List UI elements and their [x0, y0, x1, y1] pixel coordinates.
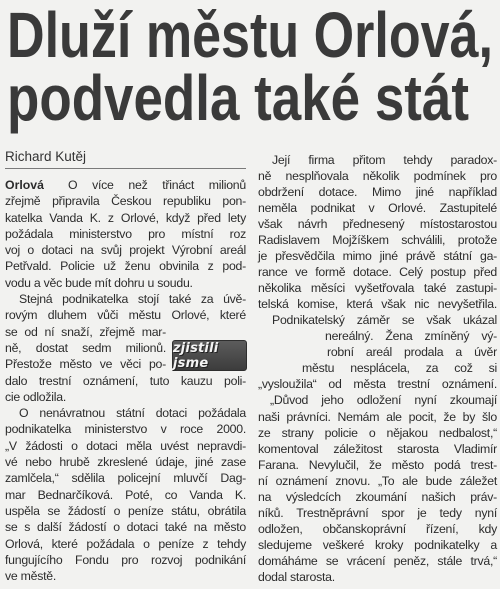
right-column-line: odložen, občanskoprávní řízení, kdy — [258, 521, 497, 536]
left-column-line: zamlčela,“ sdělila policejní mluvčí Dag- — [5, 471, 246, 486]
left-column-line: „V žádosti o dotaci měla uvést nepravdi- — [5, 438, 246, 453]
right-column-line: rance ve formě dotace. Celý postup před — [258, 265, 497, 280]
left-column-line: ve městě. — [5, 569, 57, 584]
left-column-line: se od ní snaží, zřejmě mar- — [5, 324, 166, 339]
right-column-line: Farana. Nevylučil, že město podá trest- — [258, 457, 497, 472]
left-column-line: ně, dostat sedm milionů. — [5, 340, 166, 355]
right-column-line: nereálný. Žena zmíněný vý- — [325, 329, 497, 344]
right-column-line: níků. Trestněprávní spor je tedy nyní — [258, 505, 497, 520]
left-column-line-text: O více než třináct milionů — [67, 178, 246, 192]
right-column-line: robní areál prodala a úvěr — [327, 345, 497, 360]
left-column-line: požádala ministerstvo pro místní roz — [5, 226, 246, 241]
right-column-line: na výsledcích zkoumání našich práv- — [258, 489, 497, 504]
byline-rule — [5, 168, 246, 169]
right-column-line: ní oznámení znovu. „To ale bude záležet — [258, 473, 497, 488]
right-column-line: naši právníci. Nemám ale pocit, že by šlo — [258, 409, 497, 424]
left-column-line: vodu a věc bude mít dohru u soudu. — [5, 275, 193, 290]
left-column-line: vé nebo hrubě zkreslené údaje, jiné zase — [5, 455, 246, 470]
left-column-line: se s další žádostí o dotaci také na město — [5, 520, 246, 535]
byline: Richard Kutěj — [5, 149, 87, 164]
right-column — [258, 152, 497, 585]
left-column-line: zřejmě připravila Českou republiku pon- — [5, 194, 246, 209]
right-column-line: sledujeme veškeré kroky podnikatelky a — [258, 537, 497, 552]
headline-line-1: Dluží městu Orlová, — [7, 0, 493, 71]
left-column-line: Přestože město ve věci po- — [5, 357, 166, 372]
right-column-line: neměla podnikat v Orlové. Zastupitelé — [258, 201, 497, 216]
right-column-line: však návrh přednesený místostarostou — [258, 217, 497, 232]
right-column-line: obdržení dotace. Mimo jiné například — [258, 185, 497, 200]
left-column — [5, 177, 246, 584]
right-column-line: městu nesplácela, za což si — [302, 361, 497, 376]
right-column-line: telská komise, která však nic nevyšetřila. — [258, 297, 497, 312]
right-column-line: dodal starosta. — [258, 569, 335, 584]
dateline: Orlová — [5, 178, 44, 192]
left-column-line: fungujícího Fondu pro rozvoj podnikání — [5, 552, 246, 567]
badge-label: zjistili jsme — [173, 340, 219, 371]
zjistili-jsme-badge — [172, 340, 247, 371]
left-column-line: katelka Vanda K. z Orlové, když před lety — [5, 210, 246, 225]
right-column-line: Podnikatelský záměr se však ukázal — [272, 313, 497, 328]
right-column-line: je přesvědčila mimo jiné právě státní ga- — [258, 249, 497, 264]
right-column-line: domáháme se vrácení peněz, stále trvá,“ — [258, 553, 497, 568]
left-column-line: Orlová, které požádala o peníze z tehdy — [5, 536, 246, 551]
right-column-line: ze strany policie o nějakou nedbalost,“ — [258, 425, 497, 440]
right-column-line: „Důvod jeho odložení nyní zkoumají — [270, 393, 497, 408]
right-column-line: Radislavem Mojžíškem schválili, protože — [258, 233, 497, 248]
left-column-line: Petřvald. Policie už ženu obvinila z pod- — [5, 259, 246, 274]
left-column-line: Stejná podnikatelka stojí také za úvě- — [19, 292, 246, 307]
left-column-line: O nenávratnou státní dotaci požádala — [19, 406, 246, 421]
left-column-line: cie odložila. — [5, 389, 67, 404]
right-column-line: ně nesplňovala několik podmínek pro — [258, 169, 497, 184]
left-column-line: voj o dotaci na svůj projekt Výrobní areál — [5, 243, 246, 258]
left-column-line: podnikatelka ministerstvo v roce 2000. — [5, 422, 246, 437]
left-column-line: uspěla se žádostí o peníze státu, obrátila — [5, 503, 246, 518]
headline — [0, 0, 500, 140]
right-column-line: několika měsíci vyšetřovala také zastupi- — [258, 281, 497, 296]
left-column-line: mar Bednarčíková. Poté, co Vanda K. — [5, 487, 246, 502]
right-column-line: komentoval záležitost starosta Vladimír — [258, 441, 497, 456]
left-column-line: dalo trestní oznámení, tuto kauzu poli- — [5, 373, 246, 388]
left-column-line — [5, 177, 246, 193]
right-column-line: Její firma přitom tehdy paradox- — [272, 153, 497, 167]
right-column-line: „vysloužila“ od města trestní oznámení. — [258, 377, 497, 392]
headline-line-2: podvedla také stát — [7, 62, 469, 134]
left-column-line: rovým dluhem vůči městu Orlové, které — [5, 308, 246, 323]
